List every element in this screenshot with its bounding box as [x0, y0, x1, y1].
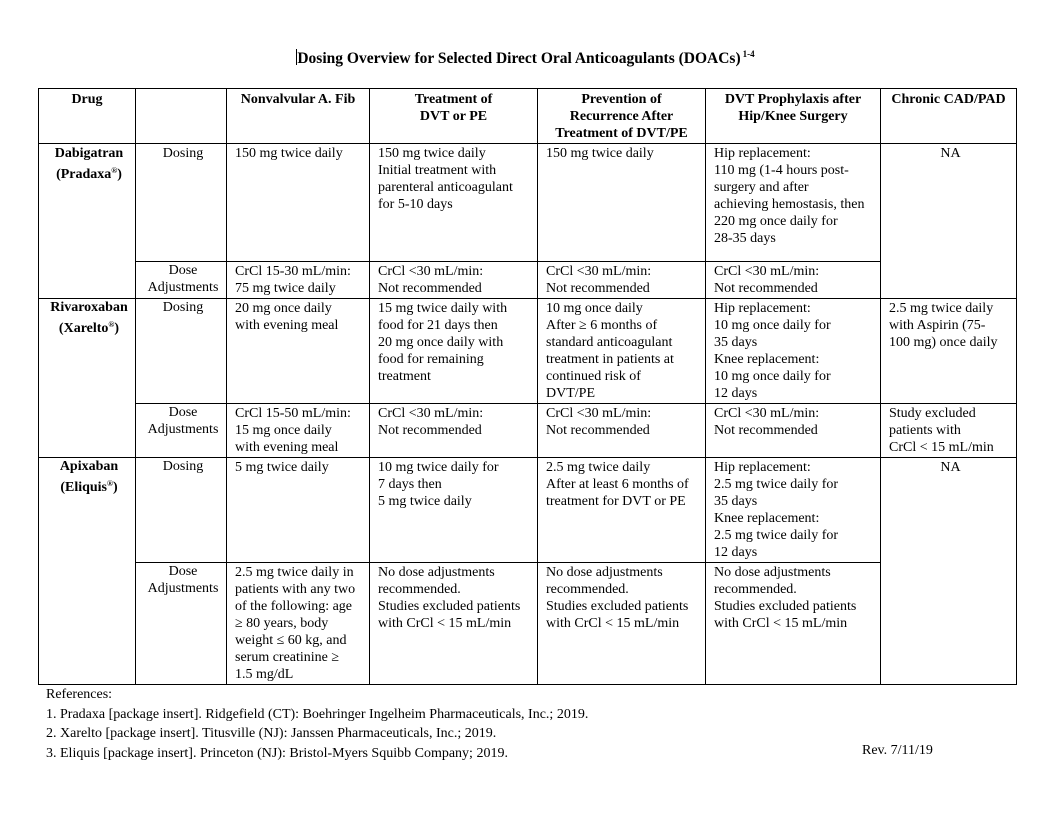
- row-label-adjust: Dose Adjustments: [136, 262, 227, 299]
- header-afib: Nonvalvular A. Fib: [227, 89, 370, 144]
- dabigatran-prevention-adjust: CrCl <30 mL/min: Not recommended: [538, 262, 706, 299]
- header-prophylaxis: DVT Prophylaxis after Hip/Knee Surgery: [706, 89, 881, 144]
- drug-dabigatran: Dabigatran (Pradaxa®): [39, 144, 136, 299]
- document-title: [0, 45, 1051, 68]
- dabigatran-cad: NA: [881, 144, 1017, 299]
- apixaban-afib-adjust: 2.5 mg twice daily in patients with any two of the following: age ≥ 80 years, body weight ≤ 60 kg, and serum creatinine ≥ 1.5 mg/dL: [227, 563, 370, 685]
- reference-item: 3. Eliquis [package insert]. Princeton (NJ): Bristol-Myers Squibb Company; 2019.: [46, 745, 508, 761]
- header-prevention: Prevention of Recurrence After Treatment of DVT/PE: [538, 89, 706, 144]
- rivaroxaban-prophylaxis-dosing: Hip replacement: 10 mg once daily for 35 days Knee replacement: 10 mg once daily for 12 days: [706, 299, 881, 404]
- row-label-dosing: Dosing: [136, 458, 227, 563]
- revision-date: Rev. 7/11/19: [862, 743, 933, 758]
- header-row: [39, 89, 1017, 144]
- reference-item: 1. Pradaxa [package insert]. Ridgefield (CT): Boehringer Ingelheim Pharmaceuticals, Inc.; 2019.: [46, 706, 589, 722]
- rivaroxaban-cad-dosing: 2.5 mg twice daily with Aspirin (75- 100 mg) once daily: [881, 299, 1017, 404]
- title-superscript: 1-4: [742, 49, 755, 59]
- apixaban-afib-dosing: 5 mg twice daily: [227, 458, 370, 563]
- apixaban-treatment-dosing: 10 mg twice daily for 7 days then 5 mg twice daily: [370, 458, 538, 563]
- header-blank: [136, 89, 227, 144]
- dabigatran-adjust-row: [39, 262, 1017, 299]
- rivaroxaban-prevention-dosing: 10 mg once daily After ≥ 6 months of standard anticoagulant treatment in patients at continued risk of DVT/PE: [538, 299, 706, 404]
- rivaroxaban-afib-dosing: 20 mg once daily with evening meal: [227, 299, 370, 404]
- rivaroxaban-prevention-adjust: CrCl <30 mL/min: Not recommended: [538, 404, 706, 458]
- dabigatran-treatment-adjust: CrCl <30 mL/min: Not recommended: [370, 262, 538, 299]
- rivaroxaban-adjust-row: [39, 404, 1017, 458]
- apixaban-cad: NA: [881, 458, 1017, 685]
- header-drug: Drug: [39, 89, 136, 144]
- row-label-adjust: Dose Adjustments: [136, 404, 227, 458]
- dabigatran-prophylaxis-dosing: Hip replacement: 110 mg (1-4 hours post- surgery and after achieving hemostasis, then 220 mg once daily for 28-35 days: [706, 144, 881, 262]
- dabigatran-afib-dosing: 150 mg twice daily: [227, 144, 370, 262]
- apixaban-adjust-row: [39, 563, 1017, 685]
- dabigatran-prophylaxis-adjust: CrCl <30 mL/min: Not recommended: [706, 262, 881, 299]
- rivaroxaban-cad-adjust: Study excluded patients with CrCl < 15 mL/min: [881, 404, 1017, 458]
- references: [46, 685, 588, 763]
- dabigatran-prevention-dosing: 150 mg twice daily: [538, 144, 706, 262]
- title-text: Dosing Overview for Selected Direct Oral Anticoagulants (DOACs): [297, 50, 741, 67]
- dabigatran-dosing-row: [39, 144, 1017, 262]
- dabigatran-treatment-dosing: 150 mg twice daily Initial treatment with parenteral anticoagulant for 5-10 days: [370, 144, 538, 262]
- reference-item: 2. Xarelto [package insert]. Titusville (NJ): Janssen Pharmaceuticals, Inc.; 2019.: [46, 726, 497, 741]
- apixaban-treatment-adjust: No dose adjustments recommended. Studies excluded patients with CrCl < 15 mL/min: [370, 563, 538, 685]
- row-label-adjust: Dose Adjustments: [136, 563, 227, 685]
- row-label-dosing: Dosing: [136, 144, 227, 262]
- rivaroxaban-prophylaxis-adjust: CrCl <30 mL/min: Not recommended: [706, 404, 881, 458]
- rivaroxaban-dosing-row: [39, 299, 1017, 404]
- rivaroxaban-afib-adjust: CrCl 15-50 mL/min: 15 mg once daily with evening meal: [227, 404, 370, 458]
- header-cad: Chronic CAD/PAD: [881, 89, 1017, 144]
- drug-apixaban: Apixaban (Eliquis®): [39, 458, 136, 685]
- references-heading: References:: [46, 687, 113, 702]
- dabigatran-afib-adjust: CrCl 15-30 mL/min: 75 mg twice daily: [227, 262, 370, 299]
- apixaban-prophylaxis-dosing: Hip replacement: 2.5 mg twice daily for 35 days Knee replacement: 2.5 mg twice daily for 12 days: [706, 458, 881, 563]
- rivaroxaban-treatment-adjust: CrCl <30 mL/min: Not recommended: [370, 404, 538, 458]
- apixaban-prevention-dosing: 2.5 mg twice daily After at least 6 months of treatment for DVT or PE: [538, 458, 706, 563]
- dosing-table: [38, 88, 1017, 685]
- drug-rivaroxaban: Rivaroxaban (Xarelto®): [39, 299, 136, 458]
- header-treatment: Treatment of DVT or PE: [370, 89, 538, 144]
- apixaban-dosing-row: [39, 458, 1017, 563]
- row-label-dosing: Dosing: [136, 299, 227, 404]
- apixaban-prophylaxis-adjust: No dose adjustments recommended. Studies excluded patients with CrCl < 15 mL/min: [706, 563, 881, 685]
- apixaban-prevention-adjust: No dose adjustments recommended. Studies excluded patients with CrCl < 15 mL/min: [538, 563, 706, 685]
- rivaroxaban-treatment-dosing: 15 mg twice daily with food for 21 days then 20 mg once daily with food for remaining treatment: [370, 299, 538, 404]
